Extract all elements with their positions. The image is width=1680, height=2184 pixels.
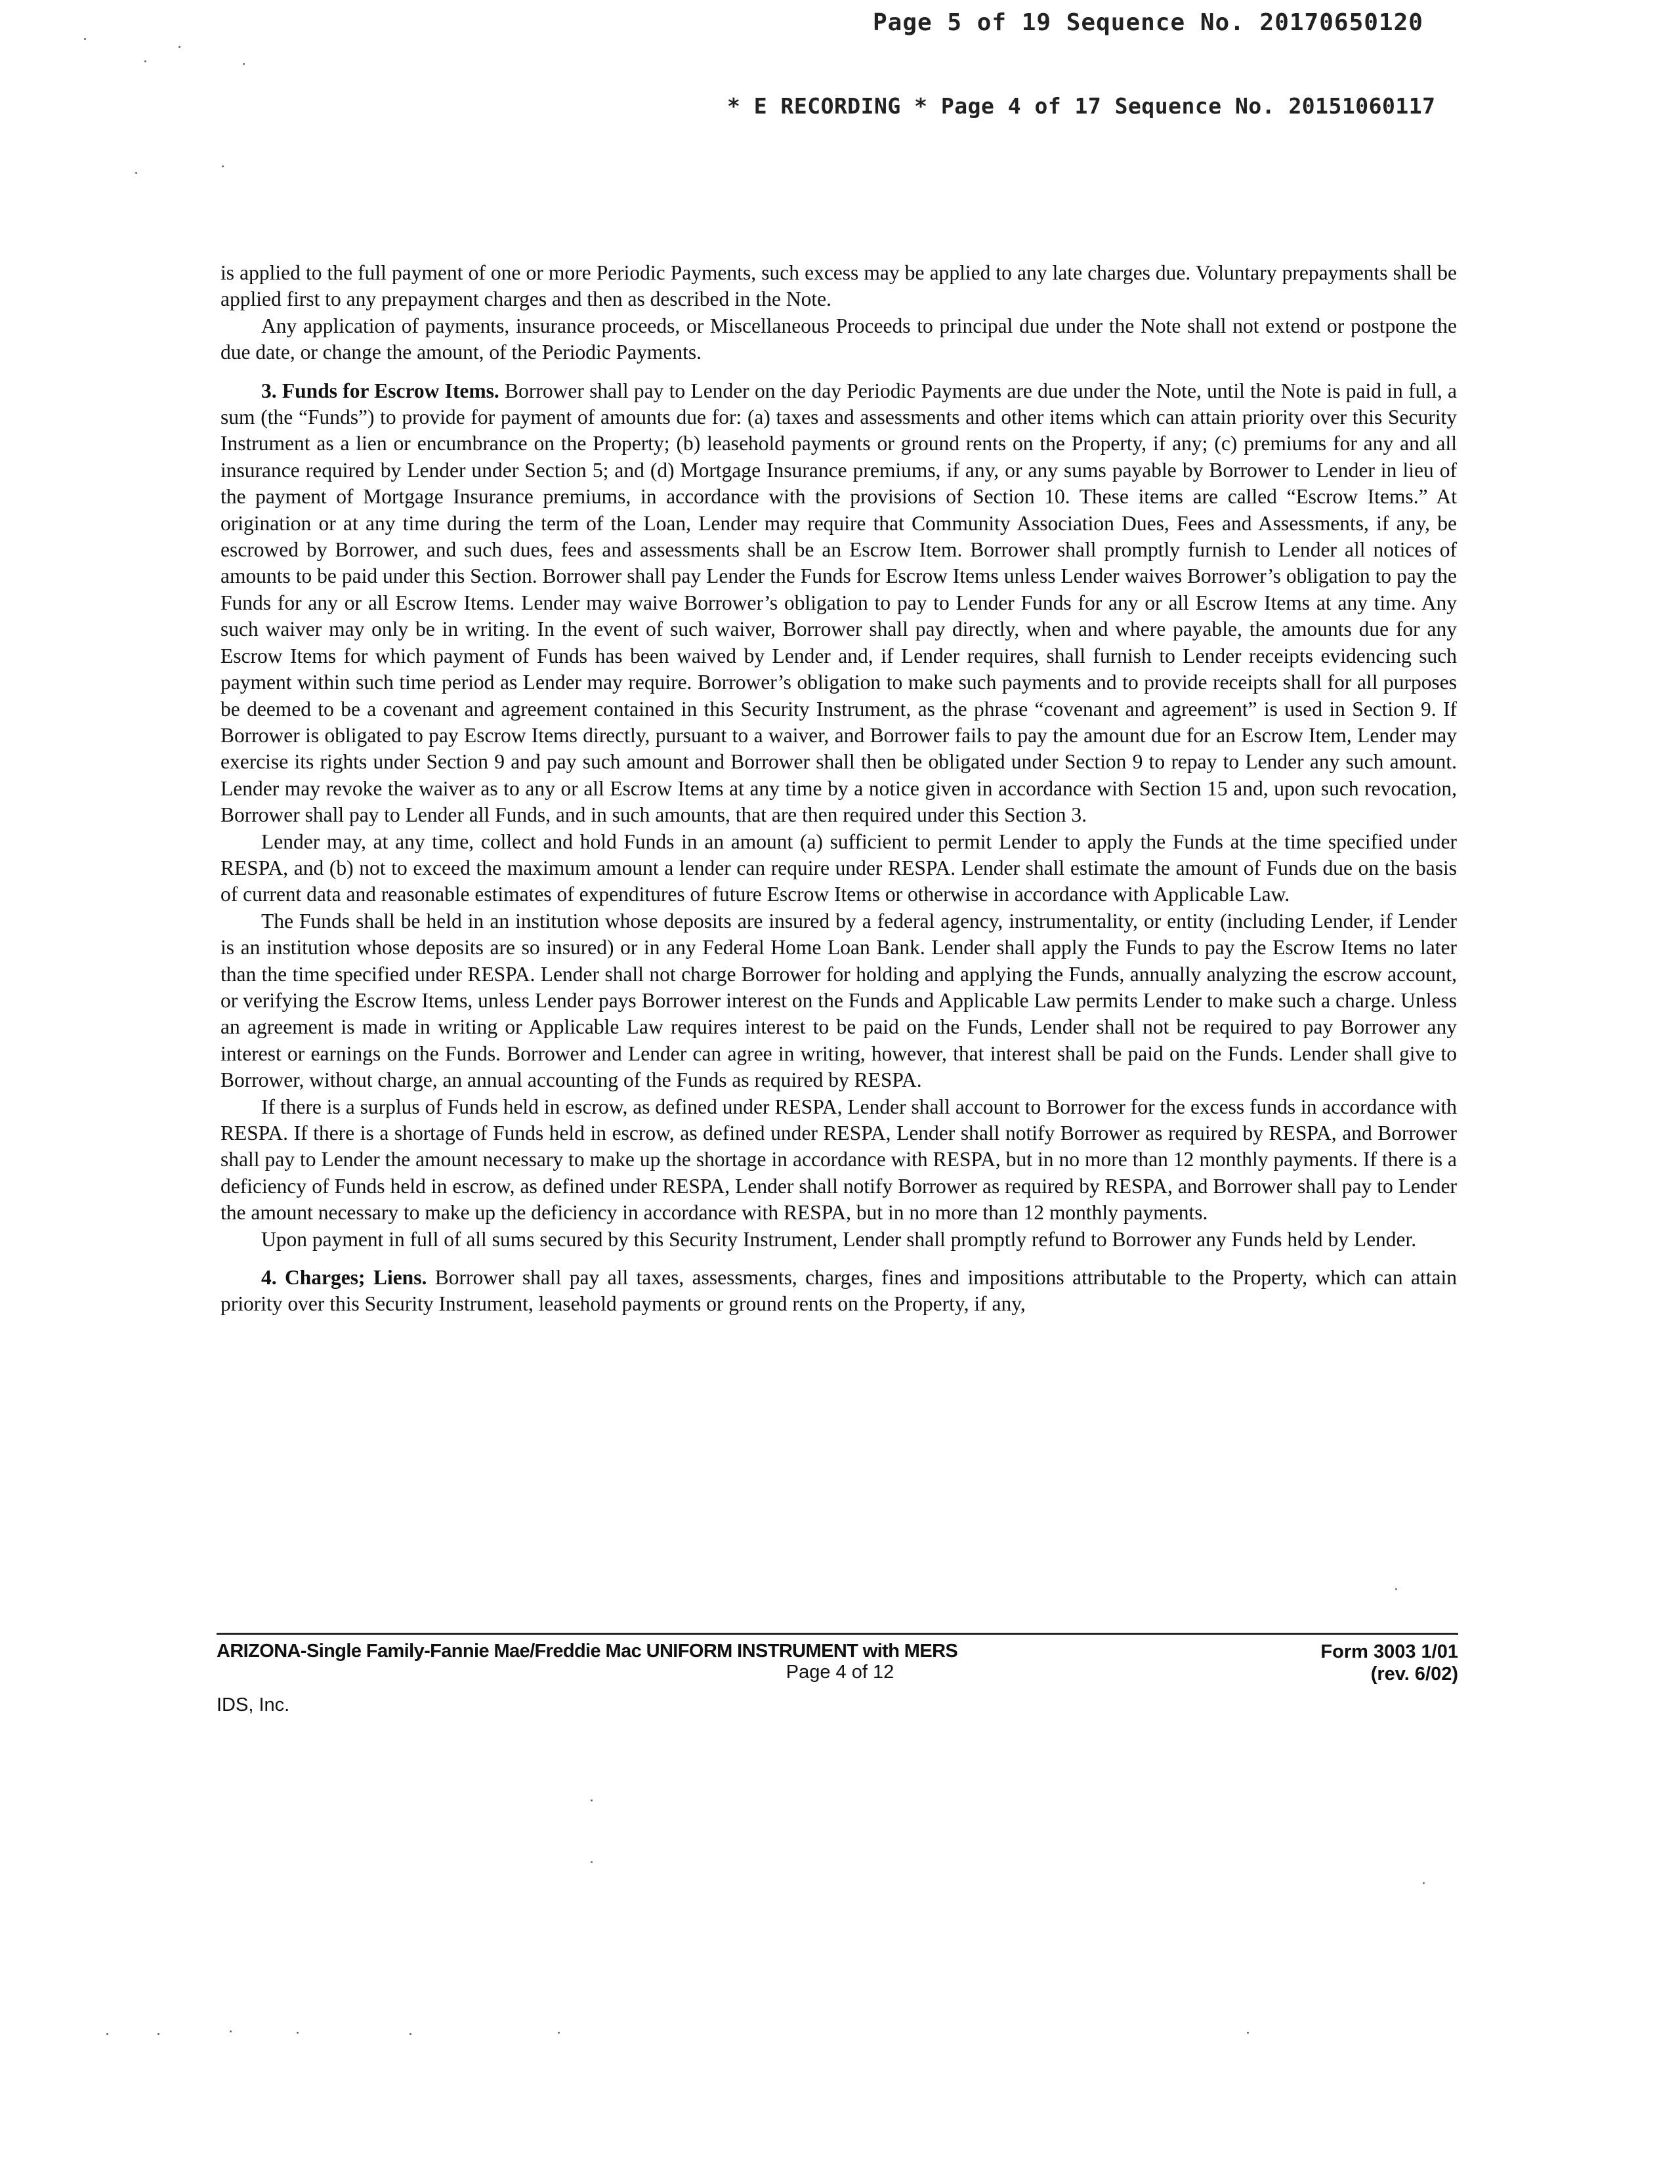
scan-speck <box>591 1799 593 1801</box>
scan-speck <box>410 2033 411 2035</box>
footer-publisher: IDS, Inc. <box>217 1694 290 1715</box>
scan-speck <box>1395 1588 1397 1590</box>
paragraph-payment-excess: is applied to the full payment of one or more Periodic Payments, such excess may be applied to any late charges due. Voluntary prepayments shall be applied first to any prepayment charges and then as described in the Note. <box>220 261 1457 311</box>
footer-page-number: Page 4 of 12 <box>786 1662 894 1683</box>
footer-revision: (rev. 6/02) <box>1370 1664 1458 1685</box>
section-4-text: Borrower shall pay all taxes, assessments, charges, fines and impositions attributable to the Property, which can attain priority over this Security Instrument, leasehold payments or ground rents on the Property, if any, <box>220 1266 1458 1316</box>
paragraph-refund-on-payment: Upon payment in full of all sums secured by this Security Instrument, Lender shall promptly refund to Borrower any Funds held by Lender. <box>261 1227 1417 1251</box>
scan-speck <box>135 172 137 174</box>
paragraph-collect-and-hold-funds: Lender may, at any time, collect and hold Funds in an amount (a) sufficient to permit Lender to apply the Funds at the time specified under RESPA, and (b) not to exceed the maximum amount a lender can require under RESPA. Lender shall estimate the amount of Funds due on the basis of current data and reasonable estimates of expenditures of future Escrow Items or otherwise in accordance with Applicable Law. <box>220 830 1457 906</box>
scan-speck <box>84 38 86 40</box>
paragraph-surplus-shortage: If there is a surplus of Funds held in escrow, as defined under RESPA, Lender shall account to Borrower for the excess funds in accordance with RESPA. If there is a shortage of Funds held in escrow, as defined under RESPA, Lender shall notify Borrower as required by RESPA, and Borrower shall pay to Lender the amount necessary to make up the shortage in accordance with RESPA, but in no more than 12 monthly payments. If there is a deficiency of Funds held in escrow, as defined under RESPA, Lender shall notify Borrower as required by RESPA, and Borrower shall pay to Lender the amount necessary to make up the deficiency in accordance with RESPA, but in no more than 12 monthly payments. <box>220 1095 1457 1225</box>
scan-speck <box>297 2032 299 2034</box>
scan-speck <box>158 2033 159 2035</box>
page-stamp-top: Page 5 of 19 Sequence No. 20170650120 <box>873 9 1423 36</box>
footer-form-title: ARIZONA-Single Family-Fannie Mae/Freddie Mac UNIFORM INSTRUMENT with MERS <box>217 1641 958 1662</box>
paragraph-funds-held-in-institution: The Funds shall be held in an institution whose deposits are insured by a federal agency, instrumentality, or entity (including Lender, if Lender is an institution whose deposits are so insured) or in any Federal Home Loan Bank. Lender shall apply the Funds to pay the Escrow Items no later than the time specified under RESPA. Lender shall not charge Borrower for holding and applying the Funds, annually analyzing the escrow account, or verifying the Escrow Items, unless Lender pays Borrower interest on the Funds and Applicable Law permits Lender to make such a charge. Unless an agreement is made in writing or Applicable Law requires interest to be paid on the Funds, Lender shall not be required to pay Borrower any interest or earnings on the Funds. Borrower and Lender can agree in writing, however, that interest shall be paid on the Funds. Lender shall give to Borrower, without charge, an annual accounting of the Funds as required by RESPA. <box>220 909 1457 1092</box>
section-3-heading: 3. Funds for Escrow Items. <box>261 379 499 402</box>
recording-stamp: * E RECORDING * Page 4 of 17 Sequence No. 20151060117 <box>727 93 1436 119</box>
footer-form-number: Form 3003 1/01 <box>1320 1641 1458 1662</box>
document-body <box>220 260 1457 1318</box>
scan-speck <box>144 60 146 62</box>
scan-speck <box>558 2032 560 2034</box>
scan-speck <box>178 46 180 48</box>
paragraph-application-of-payments: Any application of payments, insurance proceeds, or Miscellaneous Proceeds to principal due under the Note shall not extend or postpone the due date, or change the amount, of the Periodic Payments. <box>220 314 1457 364</box>
scan-speck <box>243 63 245 65</box>
scan-speck <box>106 2033 108 2035</box>
scan-speck <box>230 2030 232 2032</box>
scan-speck <box>222 165 224 167</box>
section-3-funds-for-escrow <box>220 378 1457 829</box>
section-3-text: Borrower shall pay to Lender on the day Periodic Payments are due under the Note, until the Note is paid in full, a sum (the “Funds”) to provide for payment of amounts due for: (a) taxes and assessments and other items which can attain priority over this Security Instrument as a lien or encumbrance on the Property; (b) leasehold payments or ground rents on the Property, if any; (c) premiums for any and all insurance required by Lender under Section 5; and (d) Mortgage Insurance premiums, if any, or any sums payable by Borrower to Lender in lieu of the payment of Mortgage Insurance premiums, in accordance with the provisions of Section 10. These items are called “Escrow Items.” At origination or at any time during the term of the Loan, Lender may require that Community Association Dues, Fees and Assessments, if any, be escrowed by Borrower, and such dues, fees and assessments shall be an Escrow Item. Borrower shall promptly furnish to Lender all notices of amounts to be paid under this Section. Borrower shall pay Lender the Funds for Escrow Items unless Lender waives Borrower’s obligation to pay the Funds for any or all Escrow Items. Lender may waive Borrower’s obligation to pay to Lender Funds for any or all Escrow Items at any time. Any such waiver may only be in writing. In the event of such waiver, Borrower shall pay directly, when and where payable, the amounts due for any Escrow Items for which payment of Funds has been waived by Lender and, if Lender requires, shall furnish to Lender receipts evidencing such payment within such time period as Lender may require. Borrower’s obligation to make such payments and to provide receipts shall for all purposes be deemed to be a covenant and agreement contained in this Security Instrument, as the phrase “covenant and agreement” is used in Section 9. If Borrower is obligated to pay Escrow Items directly, pursuant to a waiver, and Borrower fails to pay the amount due for an Escrow Item, Lender may exercise its rights under Section 9 and pay such amount and Borrower shall then be obligated under Section 9 to repay to Lender any such amount. Lender may revoke the waiver as to any or all Escrow Items at any time by a notice given in accordance with Section 15 and, upon such revocation, Borrower shall pay to Lender all Funds, and in such amounts, that are then required under this Section 3. <box>220 379 1457 827</box>
scan-speck <box>1423 1882 1425 1884</box>
scan-speck <box>1247 2032 1249 2034</box>
footer-divider <box>217 1633 1458 1635</box>
scan-speck <box>591 1861 593 1863</box>
footer-form-number-block <box>1247 1641 1458 1685</box>
section-4-charges-liens <box>220 1265 1457 1318</box>
section-4-heading: 4. Charges; Liens. <box>261 1266 427 1290</box>
